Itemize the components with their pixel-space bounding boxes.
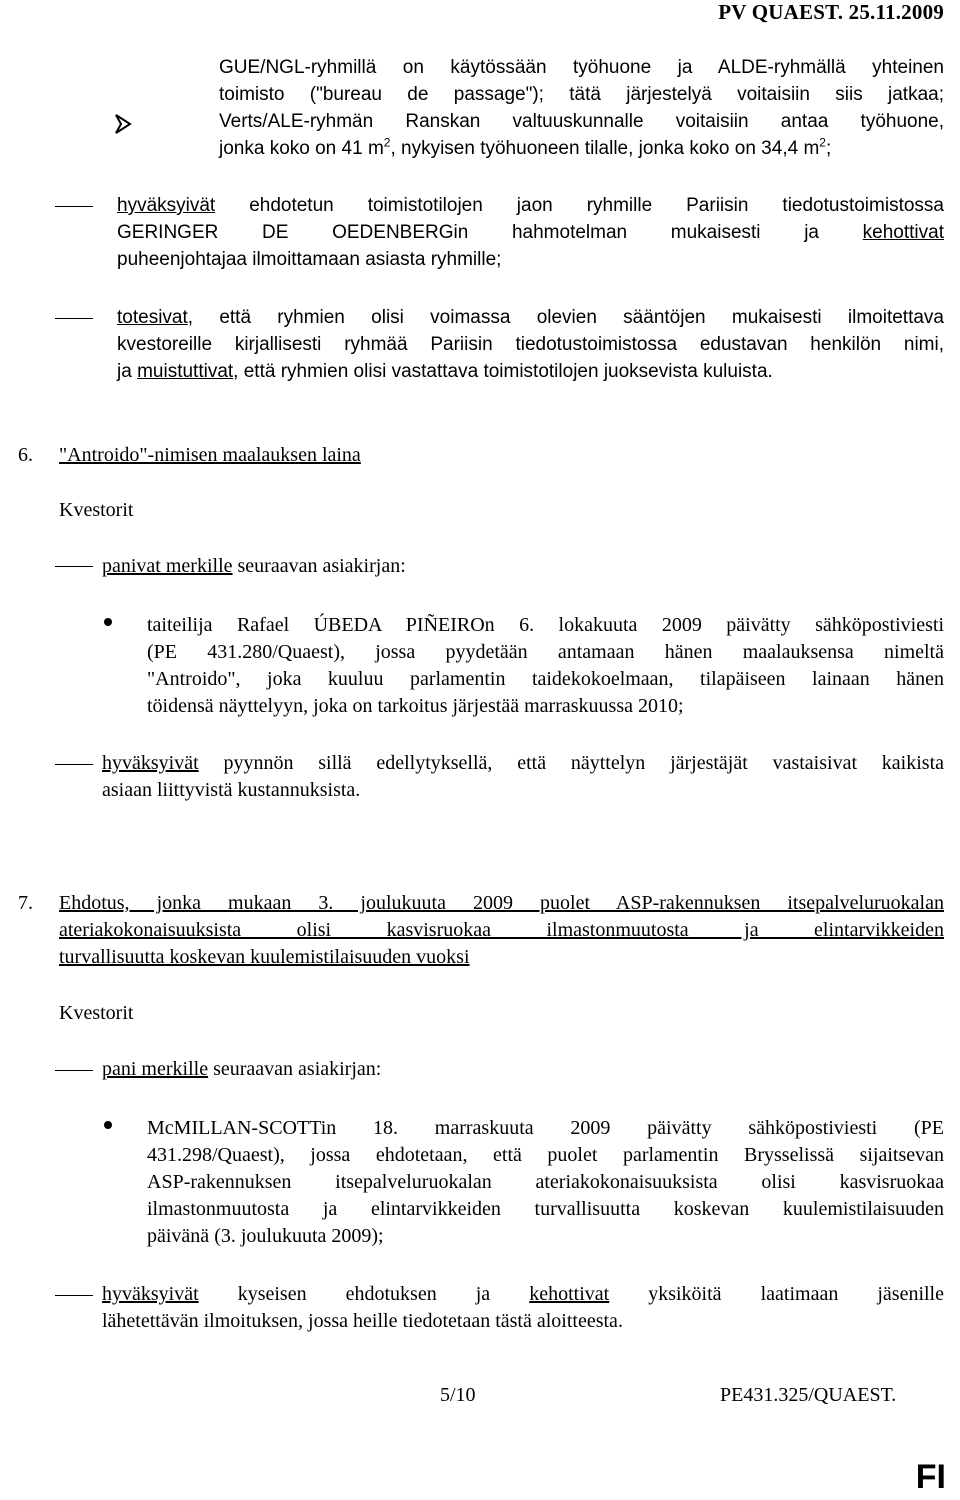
section-6-bullet-line-4: töidensä näyttelyyn, joka on tarkoitus järjestää marraskuussa 2010; bbox=[147, 695, 684, 717]
round-bullet bbox=[104, 1121, 112, 1129]
section-7-bullet-line-1: McMILLAN-SCOTTin 18. marraskuuta 2009 päivätty sähköpostiviesti (PE bbox=[147, 1117, 944, 1139]
dash-bullet bbox=[55, 318, 93, 319]
section-7-number: 7. bbox=[18, 892, 33, 914]
section-7-bullet-line-4: ilmastonmuutosta ja elintarvikkeiden turvallisuutta koskevan kuulemistilaisuuden bbox=[147, 1198, 944, 1220]
noted-line-3: ja muistuttivat, että ryhmien olisi vastattava toimistotilojen juoksevista kuluista. bbox=[117, 361, 773, 382]
page-number: 5/10 bbox=[440, 1384, 476, 1406]
section-6-approved-line-2: asiaan liittyvistä kustannuksista. bbox=[102, 779, 361, 801]
section-7-approved-line-1: hyväksyivät kyseisen ehdotuksen ja kehottivat yksiköitä laatimaan jäsenille bbox=[102, 1283, 944, 1305]
round-bullet bbox=[104, 618, 112, 626]
section-7-noted: pani merkille seuraavan asiakirjan: bbox=[102, 1058, 382, 1080]
dash-bullet bbox=[55, 566, 93, 567]
section-7-title-line-1: Ehdotus, jonka mukaan 3. joulukuuta 2009 puolet ASP-rakennuksen itsepalveluruokalan bbox=[59, 892, 944, 914]
language-code: FI bbox=[915, 1458, 946, 1496]
top-block-line-4: jonka koko on 41 $m^2$, nykyisen työhuoneen tilalle, jonka koko on 34,4 $m^2$; bbox=[219, 135, 832, 159]
section-7-kvestorit: Kvestorit bbox=[59, 1002, 134, 1024]
section-7-bullet-line-3: ASP-rakennuksen itsepalveluruokalan ateriakokonaisuuksista olisi kasvisruokaa bbox=[147, 1171, 944, 1193]
section-6-bullet-line-2: (PE 431.280/Quaest), jossa pyydetään antamaan hänen maalauksensa nimeltä bbox=[147, 641, 944, 663]
section-6-approved-line-1: hyväksyivät pyynnön sillä edellytyksellä, että näyttelyn järjestäjät vastaisivat kaikista bbox=[102, 752, 944, 774]
document-reference: PE431.325/QUAEST. bbox=[720, 1384, 897, 1406]
document-header: PV QUAEST. 25.11.2009 bbox=[718, 0, 944, 24]
approval-line-3: puheenjohtajaa ilmoittamaan asiasta ryhmille; bbox=[117, 249, 502, 270]
section-6-bullet-line-1: taiteilija Rafael ÚBEDA PIÑEIROn 6. lokakuuta 2009 päivätty sähköpostiviesti bbox=[147, 614, 944, 636]
section-6-bullet-line-3: "Antroido", joka kuuluu parlamentin taidekokoelmaan, tilapäiseen lainaan hänen bbox=[147, 668, 944, 690]
top-block-line-1: GUE/NGL-ryhmillä on käytössään työhuone ja ALDE-ryhmällä yhteinen bbox=[219, 57, 944, 78]
section-6-noted: panivat merkille seuraavan asiakirjan: bbox=[102, 555, 406, 577]
dash-bullet bbox=[55, 764, 93, 765]
arrow-bullet-icon bbox=[112, 113, 134, 135]
section-7-title-line-3: turvallisuutta koskevan kuulemistilaisuuden vuoksi bbox=[59, 946, 470, 968]
section-6-kvestorit: Kvestorit bbox=[59, 499, 134, 521]
dash-bullet bbox=[55, 1295, 93, 1296]
approval-line-1: hyväksyivät ehdotetun toimistotilojen jaon ryhmille Pariisin tiedotustoimistossa bbox=[117, 195, 944, 216]
section-7-bullet-line-5: päivänä (3. joulukuuta 2009); bbox=[147, 1225, 384, 1247]
section-7-title-line-2: ateriakokonaisuuksista olisi kasvisruokaa ilmastonmuutosta ja elintarvikkeiden bbox=[59, 919, 944, 941]
section-6-number: 6. bbox=[18, 444, 33, 466]
noted-line-1: totesivat, että ryhmien olisi voimassa olevien sääntöjen mukaisesti ilmoitettava bbox=[117, 307, 944, 328]
section-7-bullet-line-2: 431.298/Quaest), jossa ehdotetaan, että puolet parlamentin Brysselissä sijaitsevan bbox=[147, 1144, 944, 1166]
approval-line-2: GERINGER DE OEDENBERGin hahmotelman mukaisesti ja kehottivat bbox=[117, 222, 944, 243]
dash-bullet bbox=[55, 1070, 93, 1071]
dash-bullet bbox=[55, 206, 93, 207]
section-6-title: "Antroido"-nimisen maalauksen laina bbox=[59, 444, 361, 466]
noted-line-2: kvestoreille kirjallisesti ryhmää Pariisin tiedotustoimistossa edustavan henkilön nimi, bbox=[117, 334, 944, 355]
top-block-line-3: Verts/ALE-ryhmän Ranskan valtuuskunnalle voitaisiin antaa työhuone, bbox=[219, 111, 944, 132]
top-block-line-2: toimisto ("bureau de passage"); tätä järjestelyä voitaisiin siis jatkaa; bbox=[219, 84, 944, 105]
section-7-approved-line-2: lähetettävän ilmoituksen, jossa heille tiedotetaan tästä aloitteesta. bbox=[102, 1310, 623, 1332]
